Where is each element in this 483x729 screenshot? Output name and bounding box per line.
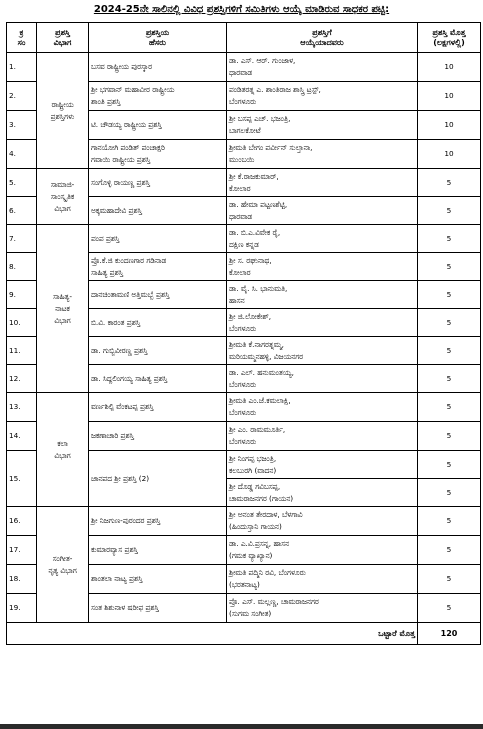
row-sl: 14. — [7, 422, 37, 451]
row-award: ಅಕ್ಕಮಹಾದೇವಿ ಪ್ರಶಸ್ತಿ — [89, 197, 227, 225]
row-award: ಸಂತ ಶಿಶುನಾಳ ಷರೀಫ ಪ್ರಶಸ್ತಿ — [89, 594, 227, 623]
row-awardee: ಪ್ರೊ. ಎಸ್. ಮಲ್ಲಣ್ಣ, ಚಾಮರಾಜನಗರ (ಸುಗಮ ಸಂಗೀತ) — [227, 594, 418, 623]
row-sl: 7. — [7, 225, 37, 253]
row-award: ಕುಮಾರವ್ಯಾಸ ಪ್ರಶಸ್ತಿ — [89, 536, 227, 565]
row-amount: 5 — [418, 365, 481, 393]
row-sl: 17. — [7, 536, 37, 565]
row-awardee: ಶ್ರೀ ಜಿ.ಲೋಕೇಶ್, ಬೆಂಗಳೂರು — [227, 309, 418, 337]
row-sl: 19. — [7, 594, 37, 623]
row-sl: 18. — [7, 565, 37, 594]
row-sl: 12. — [7, 365, 37, 393]
row-award: ಬಸವ ರಾಷ್ಟ್ರೀಯ ಪುರಸ್ಕಾರ — [89, 53, 227, 82]
row-sl: 10. — [7, 309, 37, 337]
row-amount: 5 — [418, 536, 481, 565]
table-row — [7, 169, 481, 197]
category-literature-drama: ಸಾಹಿತ್ಯ- ನಾಟಕ ವಿಭಾಗ — [37, 225, 89, 393]
row-awardee: ಶ್ರೀ ಕೆ.ರಾಜಕುಮಾರ್, ಕೋಲಾರ — [227, 169, 418, 197]
row-amount: 5 — [418, 594, 481, 623]
row-sl: 9. — [7, 281, 37, 309]
row-amount: 5 — [418, 281, 481, 309]
row-award: ಜಕಣಾಚಾರಿ ಪ್ರಶಸ್ತಿ — [89, 422, 227, 451]
row-amount: 5 — [418, 337, 481, 365]
row-award: ಶ್ರೀ ಭಗವಾನ್ ಮಹಾವೀರ ರಾಷ್ಟ್ರೀಯ ಶಾಂತಿ ಪ್ರಶಸ್ತಿ — [89, 82, 227, 111]
row-sl: 3. — [7, 111, 37, 140]
row-awardee: ಪಂಡಿತರತ್ನ ಎ. ಶಾಂತಿರಾಜ ಶಾಸ್ತ್ರಿ ಟ್ರಸ್ಟ್, ಬೆಂಗಳೂರು — [227, 82, 418, 111]
row-amount: 5 — [418, 253, 481, 281]
row-award: ಗಾನಯೋಗಿ ಪಂಡಿತ್ ಪಂಚಾಕ್ಷರಿ ಗವಾಯಿ ರಾಷ್ಟ್ರೀಯ ಪ್ರಶಸ್ತಿ — [89, 140, 227, 169]
table-row — [7, 225, 481, 253]
row-awardee: ಶ್ರೀಮತಿ ಬೇಗಂ ಪರ್ವೀನ್ ಸುಲ್ತಾನಾ, ಮುಂಬಯಿ — [227, 140, 418, 169]
row-awardee: ಶ್ರೀ ಎಂ. ರಾಮಮೂರ್ತಿ, ಬೆಂಗಳೂರು — [227, 422, 418, 451]
row-amount: 5 — [418, 565, 481, 594]
row-amount: 5 — [418, 197, 481, 225]
row-sl: 2. — [7, 82, 37, 111]
row-amount: 5 — [418, 422, 481, 451]
row-award: ಶ್ರೀ ನಿಜಗುಣ-ಪುರಂದರ ಪ್ರಶಸ್ತಿ — [89, 507, 227, 536]
row-sl: 5. — [7, 169, 37, 197]
row-sl: 16. — [7, 507, 37, 536]
table-row — [7, 53, 481, 82]
row-awardee: ಶ್ರೀ ಸ. ರಘುನಾಥ, ಕೋಲಾರ — [227, 253, 418, 281]
row-award: ಡಾ. ಸಿದ್ದಲಿಂಗಯ್ಯ ಸಾಹಿತ್ಯ ಪ್ರಶಸ್ತಿ — [89, 365, 227, 393]
row-amount: 5 — [418, 309, 481, 337]
row-sl: 6. — [7, 197, 37, 225]
awards-table — [6, 22, 481, 645]
row-award: ದಾನಚಿಂತಾಮಣಿ ಅತ್ತಿಮಬ್ಬೆ ಪ್ರಶಸ್ತಿ — [89, 281, 227, 309]
row-awardee: ಡಾ. ಎಲ್. ಹನುಮಂತಯ್ಯ, ಬೆಂಗಳೂರು — [227, 365, 418, 393]
category-socio-cultural: ಸಾಮಾಜಿ- ಸಾಂಸ್ಕೃತಿಕ ವಿಭಾಗ — [37, 169, 89, 225]
row-award: ಪಂಪ ಪ್ರಶಸ್ತಿ — [89, 225, 227, 253]
row-award: ಜಾನಪದ ಶ್ರೀ ಪ್ರಶಸ್ತಿ (2) — [89, 451, 227, 507]
row-awardee: ಶ್ರೀಮತಿ ಕೆ.ನಾಗರತ್ನಮ್ಮ, ಮರಿಯಮ್ಮನಹಳ್ಳಿ, ವಿಜಯನಗರ — [227, 337, 418, 365]
row-award: ಟಿ. ಚೌಡಯ್ಯ ರಾಷ್ಟ್ರೀಯ ಪ್ರಶಸ್ತಿ — [89, 111, 227, 140]
row-amount: 5 — [418, 169, 481, 197]
header-amount: ಪ್ರಶಸ್ತಿ ಮೊತ್ತ (ಲಕ್ಷಗಳಲ್ಲಿ) — [418, 23, 481, 53]
row-sl: 11. — [7, 337, 37, 365]
row-awardee: ಡಾ. ಬಿ.ಎ.ವಿವೇಕ ರೈ, ದಕ್ಷಿಣ ಕನ್ನಡ — [227, 225, 418, 253]
total-amount: 120 — [418, 623, 481, 645]
row-amount: 5 — [418, 507, 481, 536]
row-awardee: ಡಾ. ಎ.ವಿ.ಪ್ರಸನ್ನ, ಹಾಸನ (ಗಮಕ ವ್ಯಾಖ್ಯಾನ) — [227, 536, 418, 565]
row-amount: 5 — [418, 393, 481, 422]
row-amount: 10 — [418, 111, 481, 140]
total-label: ಒಟ್ಟಾರೆ ಮೊತ್ತ — [7, 623, 418, 645]
header-row — [7, 23, 481, 53]
row-awardee: ಶ್ರೀ ಬಸಪ್ಪ ಎಚ್. ಭಜಂತ್ರಿ, ಬಾಗಲಕೋಟೆ — [227, 111, 418, 140]
header-category: ಪ್ರಶಸ್ತಿ ವಿಭಾಗ — [37, 23, 89, 53]
row-sl: 13. — [7, 393, 37, 422]
header-award: ಪ್ರಶಸ್ತಿಯ ಹೆಸರು — [89, 23, 227, 53]
row-amount: 10 — [418, 140, 481, 169]
row-sl: 1. — [7, 53, 37, 82]
row-amount: 10 — [418, 53, 481, 82]
header-sl: ಕ್ರ ಸಂ — [7, 23, 37, 53]
row-amount: 10 — [418, 82, 481, 111]
category-arts: ಕಲಾ ವಿಭಾಗ — [37, 393, 89, 507]
category-music-dance: ಸಂಗೀತ- ನೃತ್ಯ ವಿಭಾಗ — [37, 507, 89, 623]
row-awardee: ಡಾ. ಎಸ್. ಆರ್. ಗುಂಜಾಳ, ಧಾರವಾಡ — [227, 53, 418, 82]
page-bottom-bar — [0, 724, 483, 729]
document-title: 2024-25ನೇ ಸಾಲಿನಲ್ಲಿ ವಿವಿಧ ಪ್ರಶಸ್ತಿಗಳಿಗೆ ಸಮಿತಿಗಳು ಆಯ್ಕೆ ಮಾಡಿರುವ ಸಾಧಕರ ಪಟ್ಟಿ: — [93, 4, 390, 15]
row-award: ಬಿ.ವಿ. ಕಾರಂತ ಪ್ರಶಸ್ತಿ — [89, 309, 227, 337]
row-award: ವರ್ಣಶಿಲ್ಪಿ ವೆಂಕಟಪ್ಪ ಪ್ರಶಸ್ತಿ — [89, 393, 227, 422]
row-awardee: ಡಾ. ಹೇಮಾ ಪಟ್ಟಣಶೆಟ್ಟಿ, ಧಾರವಾಡ — [227, 197, 418, 225]
row-amount: 5 — [418, 479, 481, 507]
row-awardee: ಶ್ರೀ ನಿಂಗಪ್ಪ ಭಜಂತ್ರಿ, ಕಲಬುರಗಿ (ವಾದನ) — [227, 451, 418, 479]
category-national: ರಾಷ್ಟ್ರೀಯ ಪ್ರಶಸ್ತಿಗಳು — [37, 53, 89, 169]
table-row — [7, 507, 481, 536]
table-row — [7, 393, 481, 422]
row-awardee: ಶ್ರೀ ದೊಡ್ಡ ಗವಿಬಸಪ್ಪ, ಚಾಮರಾಜನಗರ (ಗಾಯನ) — [227, 479, 418, 507]
row-awardee: ಶ್ರೀಮತಿ ಪದ್ಮಿನಿ ರವಿ, ಬೆಂಗಳೂರು (ಭರತನಾಟ್ಯ) — [227, 565, 418, 594]
row-award: ಶಾಂತಲಾ ನಾಟ್ಯ ಪ್ರಶಸ್ತಿ — [89, 565, 227, 594]
row-awardee: ಡಾ. ವೈ. ಸಿ. ಭಾನುಮತಿ, ಹಾಸನ — [227, 281, 418, 309]
row-sl: 4. — [7, 140, 37, 169]
row-award: ಡಾ. ಗುಬ್ಬಿವೀರಣ್ಣ ಪ್ರಶಸ್ತಿ — [89, 337, 227, 365]
row-awardee: ಶ್ರೀ ಅನಂತ ತೇರದಾಳ, ಬೆಳಗಾವಿ (ಹಿಂದುಸ್ತಾನಿ ಗಾಯನ) — [227, 507, 418, 536]
row-award: ಸಂಗೊಳ್ಳಿ ರಾಯಣ್ಣ ಪ್ರಶಸ್ತಿ — [89, 169, 227, 197]
row-awardee: ಶ್ರೀಮತಿ ಎಂ.ಜೆ.ಕಮಲಾಕ್ಷಿ, ಬೆಂಗಳೂರು — [227, 393, 418, 422]
row-sl: 15. — [7, 451, 37, 507]
total-row — [7, 623, 481, 645]
header-awardee: ಪ್ರಶಸ್ತಿಗೆ ಆಯ್ಕೆಯಾದವರು — [227, 23, 418, 53]
row-award: ಪ್ರೊ.ಕೆ.ಜಿ ಕುಂದಣಗಾರ ಗಡಿನಾಡ ಸಾಹಿತ್ಯ ಪ್ರಶಸ್ತಿ — [89, 253, 227, 281]
row-amount: 5 — [418, 225, 481, 253]
row-amount: 5 — [418, 451, 481, 479]
row-sl: 8. — [7, 253, 37, 281]
